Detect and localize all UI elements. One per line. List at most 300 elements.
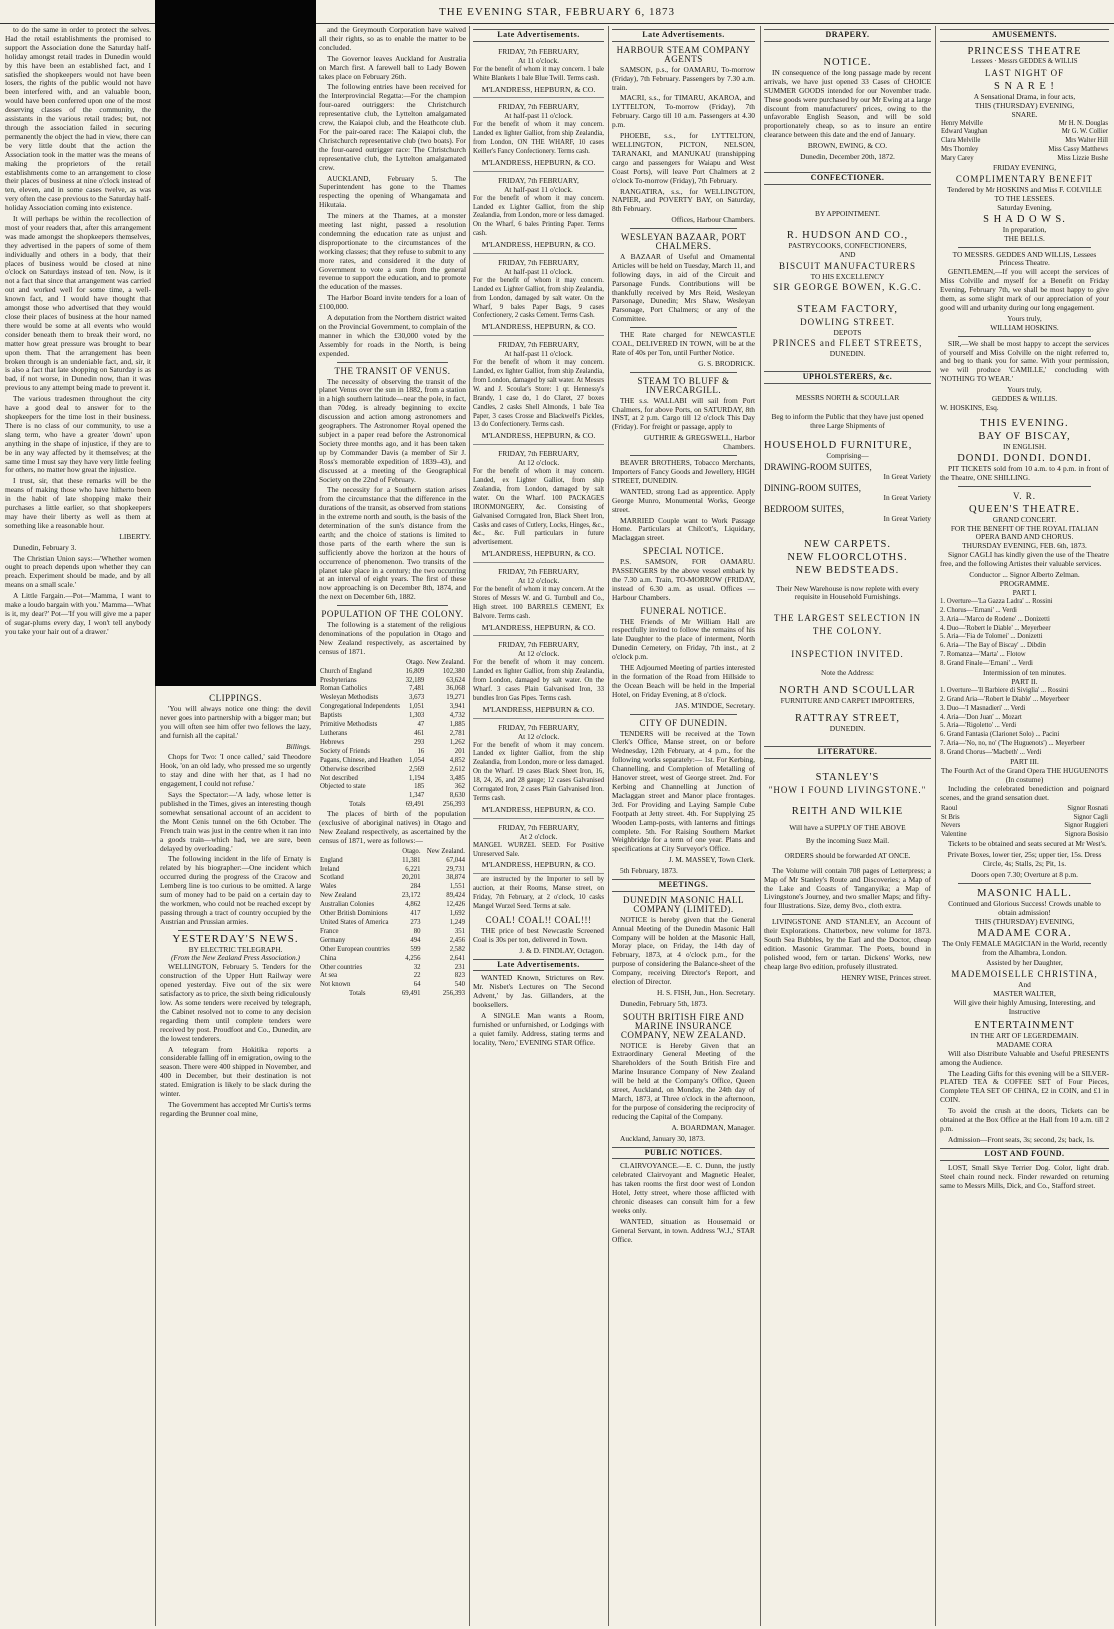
role-name: Nevers [941, 822, 961, 830]
including: Including the celebrated benediction and poignard scenes, and the grand sensation duet. [940, 783, 1109, 802]
auction-body: For the benefit of whom it may concern. Landed ex lighter Galliot, from ship Zealandia, from London, damaged by salt water. On the Wharf. 3 cases Plain Galvanised Iron, 33 bundles Iron Gas Pipes. Terms cash. [473, 659, 604, 702]
depots-label: DEPOTS [833, 327, 862, 337]
programme-item: 7. Aria—'No, no, no' ('The Huguenots') ... Meyerbeer [940, 740, 1085, 748]
tickets: Tickets to be obtained and seats secured at Mr West's. [948, 839, 1107, 849]
geddes-title: TO MESSRS. GEDDES AND WILLIS, Lessees Princess Theatre. [952, 249, 1097, 268]
coal-rate-sig: G. S. BRODRICK. [698, 358, 755, 368]
letter-signature: LIBERTY. [119, 531, 151, 541]
auction-ad [473, 565, 604, 636]
harbour-offices: Offices, Harbour Chambers. [671, 215, 755, 225]
masonic-title: DUNEDIN MASONIC HALL COMPANY (LIMITED). [623, 894, 744, 914]
programme-item: 5. Aria—'Rigoletto' ... Verdi [940, 722, 1017, 730]
insurance-title: SOUTH BRITISH FIRE AND MARINE INSURANCE COMPANY, NEW ZEALAND. [620, 1011, 747, 1040]
cast-row [940, 146, 1109, 155]
redaction-block [155, 0, 316, 686]
birthplace-row [319, 883, 466, 892]
beaver-ad: BEAVER BROTHERS, Tobacco Merchants, Importers of Fancy Goods and Jewellery, HIGH STREET, DUNEDIN. [612, 458, 755, 485]
hudson-trade: PASTRYCOOKS, CONFECTIONERS, [788, 240, 907, 250]
programme-item: 4. Duo—'Robert le Diable' ... Meyerbeer [940, 624, 1051, 632]
clipping-source: Billings. [286, 741, 311, 751]
auction-time: At 12 o'clock. [517, 458, 560, 468]
auction-ad [473, 100, 604, 171]
otago-value: 2,569 [408, 765, 425, 773]
birth-intro: The places of birth of the population (exclusive of aboriginal natives) in Otago and New Zealand respectively, as ascertained by the census of 1871, were as follows:— [319, 809, 466, 845]
only-female: The Only FEMALE MAGICIAN in the World, recently from the Alhambra, London. [941, 938, 1108, 957]
row-label: Other countries [320, 963, 363, 971]
nz-value: 1,249 [449, 919, 465, 926]
religion-row [319, 694, 466, 703]
row-label [319, 792, 404, 801]
tendered-by: Tendered by Mr HOSKINS and Miss F. COLVILLE [947, 184, 1102, 194]
row-label: Australian Colonies [320, 901, 375, 909]
programme-item: 6. Aria—'The Bay of Biscay' ... Dibdin [940, 642, 1046, 650]
letter-para-1: to do the same in order to protect the selves. Had the retail establishments the promised to support the Association done the Saturday half-holiday amongst retail trades in Dunedin would by this have been an established fact, and I satisfied the shopkeepers would not have been losers, the rights of the public would not have been interfered with, and an valuable boon, would have been conferred upon one of the most deserving classes of the community, the assistants in the various retail trades; but, not through the association failed in securing permanently the object the had in view, there can be very little doubt that the action the Association took in the matter was the means of making the proprietors of the retail establishments come to an arrangement to close their places of business at nine o'clock instead of ten, eleven, and in some cases twelve, as was very often the case previous to the Saturday half-holiday Association coming into existence. [5, 26, 151, 213]
mail: By the incoming Suez Mail. [805, 835, 890, 845]
comprising: Comprising— [826, 450, 869, 460]
auction-date: FRIDAY, 7th FEBRUARY, [498, 640, 579, 650]
nz-value: 36,068 [446, 685, 465, 693]
programme-item: 2. Chorus—'Ernani' ... Verdi [940, 606, 1017, 614]
singer-name: Signor Ruggieri [1064, 822, 1108, 830]
total-nz: 256,393 [442, 990, 465, 998]
town-2: DUNEDIN. [829, 724, 866, 734]
birth-table-header [319, 848, 466, 857]
programme-item: 2. Grand Aria—'Robert le Diable' ... Meyerbeer [940, 695, 1070, 703]
otago-value: 4,256 [405, 954, 421, 962]
auction-time: At 11 o'clock. [517, 55, 560, 65]
sensational: A Sensational Drama, in four acts, [973, 91, 1076, 101]
late-ads-header-2: Late Advertisements. [473, 959, 604, 972]
amusements-header: AMUSEMENTS. [940, 29, 1109, 42]
religion-row [319, 685, 466, 694]
programme-item: 3. Aria—'Marco de Rodene' ... Donizetti [940, 615, 1050, 623]
harbour-phoebe: PHOEBE, s.s., for LYTTELTON, WELLINGTON, PICTON, NELSON, TARANAKI, and MANUKAU (transhipping cargo and passengers for Waiapu and West Coast Ports), will leave Port Chalmers at 2 o'clock To-morrow (Friday), 7th February. [612, 131, 755, 185]
auction-time: At half-past 11 o'clock. [504, 349, 573, 359]
comp-benefit: COMPLIMENTARY BENEFIT [955, 173, 1094, 184]
singer-name: Signor Rosnati [1067, 804, 1108, 812]
otago-value: 4,862 [405, 901, 421, 909]
nz-value: 1,262 [449, 738, 465, 746]
otago-value: 1,347 [408, 792, 425, 800]
news-para-7: A deputation from the Northern district waited on the Provincial Government, to complain of the manner in which the £30,000 voted by the Assembly for roads in the North, is being expended. [319, 313, 466, 358]
meeting-notice: THE Adjourned Meeting of parties interested in the formation of the Road from Hillside to the Ocean Beach will be held in the Imperial Hotel, on Friday Evening, at 8 o'clock. [612, 663, 755, 699]
row-label: Other British Dominions [320, 910, 388, 918]
drapery-sig: BROWN, EWING, & CO. [807, 141, 888, 151]
auction-ad [473, 256, 604, 336]
continued-success: Continued and Glorious Success! Crowds unable to obtain admission! [948, 898, 1101, 917]
admission: Admission—Front seats, 3s; second, 2s; back, 1s. [948, 1134, 1095, 1144]
auction-firm: M'LANDRESS, HEPBURN, & CO. [481, 322, 596, 332]
part-2: PART II. [1011, 676, 1038, 686]
benefit-opera: FOR THE BENEFIT OF THE ROYAL ITALIAN OPERA BAND AND CHORUS. [950, 523, 1099, 542]
clipping-5: Says the Spectator:—'A lady, whose letter is published in the Times, gives an interesting though somewhat sensational account of an accident to the Mont Cenis tunnel on the 6th October. The French train was just in the centre when it ran into a goods train—which had, we are sure, been delayed by overloading.' [160, 790, 311, 853]
column-1 [2, 26, 154, 1626]
otago-value: 1,054 [408, 756, 425, 764]
column-3 [157, 690, 314, 1626]
harbour-samson: SAMSON, p.s., for OAMARU, To-morrow (Friday), 7th February. Passengers by 7.30 a.m. train. [612, 64, 755, 92]
leading-gifts: The Leading Gifts for this evening will be a SILVER-PLATED TEA & COFFEE SET of Four Pieces, Complete TEA SET OF CHINA, £2 in COIN, and £1 in COIN. [940, 1068, 1109, 1105]
meeting-sig: JAS. M'INDOE, Secretary. [675, 700, 755, 710]
nz-value: 12,426 [446, 901, 465, 909]
this-thursday: THIS (THURSDAY) EVENING, [974, 100, 1075, 110]
auction-date: FRIDAY, 7th FEBRUARY, [498, 822, 579, 832]
bazaar-title: WESLEYAN BAZAAR, PORT CHALMERS. [620, 232, 747, 252]
city-title: CITY OF DUNEDIN. [639, 717, 728, 728]
hudson-name: R. HUDSON AND CO., [786, 229, 909, 241]
auction-body: For the benefit of whom it may concern. Landed ex lighter Galliot, from ship Zealandia, from London, ON THE WHARF, 10 cases Keiller's Fancy Confectionery. Terms cash. [473, 121, 604, 155]
entertainment: ENTERTAINMENT [974, 1019, 1075, 1031]
geddes-sig: GEDDES & WILLIS. [991, 394, 1058, 404]
row-label: Baptists [320, 712, 342, 720]
programme-part-1 [940, 598, 1109, 669]
otago-value: 1,051 [408, 703, 425, 711]
transit-para-1: The necessity of observing the transit of the planet Venus over the sun in 1882, from a station in a high southern latitude—near the pole, in fact, than 70deg. is already beginning to excite discussion and action among astronomers and geographers. The Astronomer Royal opened the subject in a paper read before the Astronomical Society three months ago, and it has been taken up by Commander Davis (a member of Sir J. Ross's memorable expedition of 1839–43), and discussed at a meeting of the Geographical Society on the 22nd of February. [319, 376, 466, 484]
largest-selection: THE LARGEST SELECTION IN THE COLONY. [773, 613, 922, 637]
lost-dog: LOST, Small Skye Terrier Dog. Color, light drab. Steel chain round neck. Finder rewarded on returning same to Messrs Mills, Dick, and Co., Stafford street. [940, 1162, 1109, 1190]
letter-para-3: The various tradesmen throughout the city have a good deal to answer for to the shopkeepers for the time lost in their business. There is no class of our community, to use a slang term, who have a greater 'down' upon anything in the shape of injustice, if they are to be in any way affected by it themselves; at the same time I must say they have very little feeling for others, no matter how great the injustice. [5, 394, 151, 475]
nz-value: 2,781 [449, 729, 465, 737]
auction-body: For the benefit of whom it may concern. Landed, ex lighter Galliot, from ship Zealandia, from London, damaged by salt water. At Messrs W. and J. Scoular's Store: 1 qr. Hennessy's Brandy, 1 case do, 1 do Claret, 27 boxes Candles, 2 casks Shell Almonds, 1 bale Tea Paper, 3 cases Crosse and Blackwell's Pickles, 13 do Confectionery. Terms cash. [473, 359, 604, 429]
role-name: Valentine [941, 831, 967, 839]
religion-row [319, 775, 466, 784]
snare: S N A R E ! [994, 80, 1055, 92]
wanted-housemaid: WANTED, situation as Housemaid or General Servant, in town. Address 'W.J.,' STAR Office. [612, 1216, 755, 1244]
singer-name: Signor Cagli [1073, 813, 1108, 821]
programme-item: 3. Duo—'I Masnadieri' ... Verdi [940, 704, 1026, 712]
auction-body: For the benefit of whom it may concern. Landed, ex Lighter Galliot, from ship Zealandia, from London, damaged by salt water. On the Wharf. 100 PACKAGES IRONMONGERY, &c. Consisting of Galvanised Corrugated Iron, Black Sheet Iron, Casks and cases of Cutlery, Locks, Hinges, &c., &c., &c. Full particulars in future advertisement. [473, 468, 604, 547]
otago-value: 3,673 [408, 694, 425, 702]
warehouse: Their New Warehouse is now replete with every requisite in Household Furnishings. [776, 583, 919, 602]
masonic-date: Dunedin, February 5th, 1873. [620, 998, 708, 1008]
character-name: Edward Vaughan [941, 128, 988, 136]
madame-cora-2: MADAME CORA [996, 1039, 1053, 1049]
programme-part-2 [940, 687, 1109, 758]
character-name: Mrs Thornley [941, 146, 979, 154]
importers: FURNITURE AND CARPET IMPORTERS, [780, 696, 915, 706]
auction-body: For the benefit of whom it may concern. Landed ex Lighter Galliot, from ship Zealandia, from London, damaged by salt water. On the Wharf, 9 bales Paper Bags, 9 cases Confectionery, 2 casks Cement. Terms Cash. [473, 276, 604, 320]
grand-concert: GRAND CONCERT. [992, 514, 1057, 524]
birthplace-row [319, 857, 466, 866]
row-label: New Zealand [320, 892, 357, 900]
single-man-ad: A SINGLE Man wants a Room, furnished or unfurnished, or Lodgings with a quiet family. Address, stating terms and locality, 'Nero,' EVENING STAR Office. [473, 1011, 604, 1047]
beg-to-inform: Beg to inform the Public that they have just opened three Large Shipments of [771, 412, 924, 431]
programme-item: 8. Grand Chorus—'Macbeth' ... Verdi [940, 749, 1042, 757]
actor-name: Miss Lizzie Bushe [1057, 155, 1108, 163]
yours-2: Yours truly, [1007, 385, 1042, 395]
special-notice: P.S. SAMSON, FOR OAMARU. PASSENGERS by the above vessel embark by the 7.30 a.m. Train, TO-MORROW (FRIDAY, instead of 6.30 a.m. as usual. Offices — Harbour Chambers. [612, 557, 755, 602]
public-notices-header: PUBLIC NOTICES. [612, 1147, 755, 1160]
total-label: Totals [349, 990, 366, 998]
otago-value: 47 [417, 721, 425, 729]
this-evening: THIS EVENING. [980, 417, 1069, 429]
drapery-header: DRAPERY. [764, 29, 931, 42]
auction-body: For the benefit of whom it may concern. At the Stores of Messrs W. and G. Turnbull and Co., High street. 100 BARRELS CEMENT, Ex Balvore. Terms cash. [473, 585, 604, 620]
auction-time: At 12 o'clock. [517, 649, 560, 659]
auction-time: At half-past 11 o'clock. [504, 111, 573, 121]
role-row [940, 814, 1109, 823]
part-1: PART I. [1012, 587, 1037, 597]
otago-value: 1,303 [408, 712, 425, 720]
steam-factory: STEAM FACTORY, [797, 303, 898, 315]
bluff-title: STEAM TO BLUFF & INVERCARGILL. [637, 375, 730, 395]
auction-body: For the benefit of whom it may concern. 1 bale White Blankets 1 bale Blue Twill. Terms cash. [473, 65, 604, 82]
auction-firm: M'LANDRESS, HEPBURN, & CO. [481, 157, 596, 167]
otago-value: 16,809 [405, 667, 425, 675]
last-night: LAST NIGHT OF [984, 67, 1065, 78]
volume: The Volume will contain 708 pages of Letterpress; a Map of Mr Stanley's Route and Discoveries; a Map of the Lake and Coasts of Tanganyika; a Map of Livingstone's Journey, and two smaller Maps; and fifty-four Illustrations. Size, demy 8vo., cloth extra. [764, 865, 931, 911]
livingstone-title: "HOW I FOUND LIVINGSTONE." [768, 785, 927, 795]
telegraph-subtitle: BY ELECTRIC TELEGRAPH. [188, 944, 283, 954]
coal-body: THE price of best Newcastle Screened Coal is 30s per ton, delivered in Town. [473, 925, 604, 944]
news-para-4: AUCKLAND, February 5. The Superintendent has gone to the Thames respecting the opening of Whangamata and Hikutaia. [319, 173, 466, 210]
birthplace-row [319, 910, 466, 919]
clipping-1: The Christian Union says:—'Whether women ought to preach depends upon whether they can preach. Experiment should be made, and by all means on a small scale.' [5, 553, 151, 590]
auction-firm: M'LANDRESS, HEPBURN, & CO. [481, 84, 596, 94]
religion-row [319, 712, 466, 721]
nz-value: 1,692 [449, 910, 465, 918]
birthplace-row [319, 955, 466, 964]
friday-evening: FRIDAY EVENING, [992, 163, 1057, 173]
hoskins-sig: WILLIAM HOSKINS. [990, 322, 1059, 332]
thursday-date: THURSDAY EVENING, FEB. 6th, 1873. [962, 541, 1087, 551]
letter-para-4: I trust, sir, that these remarks will be the means of making those who have hitherto been in the habit of late shopping make their purchases a little earlier, so that shopkeepers may have their liberty as well as them at something like a reasonable hour. [5, 476, 151, 530]
distribute: Will also Distribute Valuable and Useful PRESENTS among the Audience. [940, 1048, 1109, 1067]
dondi: DONDI. DONDI. DONDI. [957, 452, 1092, 464]
population-title: POPULATION OF THE COLONY. [321, 609, 464, 620]
nz-value: 1,551 [449, 883, 465, 891]
avoid-crush: To avoid the crush at the doors, Tickets can be obtained at the Box Office at the Hall from 10 a.m. till 2 p.m. [940, 1106, 1109, 1133]
and-2: And [1018, 980, 1031, 990]
city-tenders: TENDERS will be received at the Town Clerk's Office, Manse street, on or before Wednesday, 12th February, at 4 p.m., for the following works separately:— 1st. For Kerbing, Channelling, and Completion of Metalling of Hanover street, west of George street. 2nd. For Kerbing and Channelling at Junction of Maclaggan street and Manor place frontages. 3rd. For Providing and Laying Sample Cube Footpath at Jetty street. 4th. For Supplying 25 Wooden Lamp-posts, with lanterns and fittings complete. 5th. For Raising Southern Market Weighbridge for a term of one year. Plans and specifications at City Surveyor's Office. [612, 728, 755, 854]
bay-of-biscay: BAY OF BISCAY, [978, 430, 1071, 442]
auction-date: FRIDAY, 7th FEBRUARY, [498, 258, 579, 268]
actor-name: Miss Cassy Matthews [1048, 146, 1108, 154]
insurance-date: Auckland, January 30, 1873. [620, 1133, 705, 1143]
religion-row [319, 677, 466, 686]
column-7 [937, 26, 1112, 1626]
give: Will give their highly Amusing, Interesting, and Instructive [953, 998, 1096, 1017]
role-name: Raoul [941, 804, 958, 812]
nz-value: 89,424 [446, 892, 465, 900]
clipping-4: Chops for Two: 'I once called,' said Theodore Hook, 'on an old lady, who pressed me so urgently to stay and dine with her that, as I had no engagement, I could not refuse.' [160, 752, 311, 789]
otago-value: 32,189 [405, 676, 425, 684]
character-name: Henry Melville [941, 119, 983, 127]
clipping-6: The following incident in the life of Ernaty is related by his biographer:—One incident which occurred during the progress of the Cracow and Lemberg line is too curious to be omitted. A large sum of money had to be paid on a certain day to the workmen, who could not be reached except by passing through a tract of country occupied by the Austrian and Prussian armies. [160, 854, 311, 926]
row-label: Other European countries [320, 945, 390, 953]
clairvoyance-ad: CLAIRVOYANCE.—E. C. Dunn, the justly celebrated Clairvoyant and Magnetic Healer, has taken rooms the first door west of London Hotel, Jetty street, where those afflicted with chronic diseases can consult him for a few weeks only. [612, 1161, 755, 1215]
auction-time: At 2 o'clock. [519, 831, 558, 841]
special-notice-title: SPECIAL NOTICE. [642, 546, 725, 557]
nz-value: 1,885 [449, 721, 465, 729]
auction-firm: M'LANDRESS, HEPBURN, & CO. [481, 240, 596, 250]
in-english: IN ENGLISH. [1002, 441, 1047, 451]
row-label: Not described [320, 774, 358, 782]
otago-value: 32 [413, 963, 421, 971]
notice-title: NOTICE. [823, 56, 872, 68]
row-label: Church of England [320, 667, 372, 675]
auction-date: FRIDAY, 7th FEBRUARY, [498, 567, 579, 577]
news-para-2: The Governor leaves Auckland for Australia on March first. A farewell ball to Lady Bowen takes place on February 26th. [319, 53, 466, 81]
nz-value: 201 [454, 747, 465, 755]
auction-date: FRIDAY, 7th FEBRUARY, [498, 102, 579, 112]
row-label: Pagans, Chinese, and Heathen [320, 756, 403, 764]
birthplace-row [319, 972, 466, 981]
actor-name: Mr H. N. Douglas [1058, 119, 1108, 127]
conductor: Conductor ... Signor Alberto Zelman. [969, 570, 1080, 580]
governor-name: SIR GEORGE BOWEN, K.G.C. [773, 282, 922, 293]
birthplace-row [319, 981, 466, 990]
birthplace-row [319, 901, 466, 910]
late-ads-header: Late Advertisements. [612, 29, 755, 42]
row-label: England [320, 856, 343, 864]
doors: Doors open 7.30; Overture at 8 p.m. [971, 869, 1078, 879]
legerdemain: IN THE ART OF LEGERDEMAIN. [970, 1030, 1079, 1040]
column-4 [470, 26, 607, 1626]
otago-value: 23,172 [401, 892, 421, 900]
programme-item: 1. Overture—'Il Barbiere di Siviglia' ... Rossini [940, 686, 1069, 694]
lessees: Lessees · Messrs GEDDES & WILLIS [971, 57, 1078, 65]
news-para-5: The miners at the Thames, at a monster meeting last night, passed a resolution condemning the education rate as unjust and disproportionate to the circumstances of the working classes; that they refuse to submit to any more rates, and considered it the duty of Government to vote a sum from the general revenue to support the education, and to promote the education of the masses. [319, 211, 466, 292]
to-lessees: TO THE LESSEES. [994, 193, 1055, 203]
bluff-body: THE s.s. WALLABI will sail from Port Chalmers, for above Ports, on SATURDAY, 8th INST, at 2 p.m. Cargo till 12 o'clock This Day (Friday). For freight or passage, apply to [612, 395, 755, 432]
auction-time: At 12 o'clock. [517, 731, 560, 741]
livingstone-list: LIVINGSTONE AND STANLEY, an Account of their Explorations. Chatterbox, new volume for 1873. South Sea Bubbles, by the Earl and the Doctor, cheap edition. Masonic Grammar. The Poets, bound in polished wood, fern or tartan. Dickens' Works, new cheap large 8vo edition, profusely illustrated. [764, 917, 931, 971]
cast-row [940, 120, 1109, 129]
wanted-lad: WANTED, strong Lad as apprentice. Apply George Munro, Monumental Works, George street. [612, 486, 755, 514]
birthplace-row [319, 964, 466, 973]
religion-row [319, 783, 466, 792]
dining-room: DINING-ROOM SUITES, [764, 482, 861, 493]
intermission: Intermission of ten minutes. [983, 668, 1066, 678]
telegraph-para-2: A telegram from Hokitika reports a considerable falling off in emigration, owing to the season. There were 400 shipped in November, and 400 in December, but their destination is not stated. Emigration is likely to be slack during the winter. [160, 1044, 311, 1099]
auction-body: MANGEL WURZEL SEED. For Positive Unreserved Sale. [473, 841, 604, 858]
telegraph-para-1: WELLINGTON, February 5. Tenders for the construction of the Upper Hutt Railway were opened yesterday. Five out of the six were satisfactory as to price, the sixth being ridiculously low. As some tenders were received by telegraph, the Cabinet resolved not to come to any decision regarding them until complete tenders were received by post. Proudfoot and Co., Dunedin, are the lowest tenderers. [160, 962, 311, 1043]
saturday: Saturday Evening, [997, 202, 1052, 212]
roles-table [940, 805, 1109, 841]
clipping-3: 'You will always notice one thing: the devil never goes into partnership with a bigger man; but you will often see him offer two fellows the lazy, and furnish all the capital.' [160, 703, 311, 740]
to-his-excellency: TO HIS EXCELLENCY [810, 271, 885, 281]
nz-value: 540 [454, 981, 465, 989]
wise-sig: HENRY WISE, Princes street. [841, 972, 931, 982]
cagli-note: Signor CAGLI has kindly given the use of the Theatre free, and the following Artistes their valuable services. [940, 550, 1109, 569]
auction-firm: M'LANDRESS, HEPBURN, & CO. [481, 431, 596, 441]
confectioner-header: CONFECTIONER. [764, 172, 931, 185]
otago-value: 417 [410, 910, 421, 918]
the-bells: THE BELLS. [1004, 233, 1045, 243]
harbour-title: HARBOUR STEAM COMPANY AGENTS [616, 44, 751, 64]
birthplace-row [319, 946, 466, 955]
row-label: Germany [320, 936, 346, 944]
header-cell: New Zealand. [426, 847, 465, 855]
row-label: China [320, 954, 337, 962]
queens-theatre: QUEEN'S THEATRE. [968, 503, 1081, 515]
transit-title: THE TRANSIT OF VENUS. [334, 365, 451, 376]
carpets: NEW CARPETS. [803, 538, 892, 550]
coal-title: COAL! COAL!! COAL!!! [485, 914, 592, 925]
nz-value: 67,044 [446, 856, 465, 864]
row-label: Objected to state [320, 783, 366, 791]
programme-item: 8. Grand Finale—'Ernani' ... Verdi [940, 660, 1033, 668]
depot-streets: PRINCES and FLEET STREETS, [772, 338, 923, 349]
snare-2: SNARE. [1011, 109, 1038, 119]
birthplace-table [319, 848, 466, 999]
header-cell: New Zealand. [426, 658, 465, 666]
nz-value: 362 [454, 783, 465, 791]
literature-header: LITERATURE. [764, 746, 931, 759]
city-sig: J. M. MASSEY, Town Clerk. [668, 855, 755, 865]
nz-value: 2,641 [449, 954, 465, 962]
dowling-street: DOWLING STREET. [800, 316, 895, 327]
news-para-1: and the Greymouth Corporation have waived all their rights, so as to enable the matter to be concluded. [319, 26, 466, 52]
role-row [940, 822, 1109, 831]
row-label: Society of Friends [320, 747, 370, 755]
religion-row [319, 703, 466, 712]
coal-rate: THE Rate charged for NEWCASTLE COAL, DELIVERED IN TOWN, will be at the Rate of 40s per Ton, until Further Notice. [612, 330, 755, 357]
household-furniture: HOUSEHOLD FURNITURE, [764, 439, 913, 451]
note-address: Note the Address: [821, 668, 874, 678]
nz-value: 63,624 [446, 676, 465, 684]
otago-value: 6,221 [405, 865, 421, 873]
auction-ad [473, 638, 604, 718]
nz-value: 2,582 [449, 945, 465, 953]
total-nz: 256,393 [442, 801, 465, 809]
auction-date: FRIDAY, 7th FEBRUARY, [498, 722, 579, 732]
religion-row [319, 730, 466, 739]
otago-value: 293 [414, 738, 425, 746]
mangel-tail: are instructed by the Importer to sell by auction, at their Rooms, Manse street, on Friday, 7th February, at 2 o'clock, 10 casks Mangel Wurzel Seed. Terms at sale. [473, 876, 604, 911]
row-label: Presbyterians [320, 676, 357, 684]
auction-firm: M'LANDRESS, HEPBURN, & CO. [481, 804, 596, 814]
variety-2: In Great Variety [883, 492, 931, 502]
funeral-body: THE Friends of Mr William Hall are respectfully invited to follow the remains of his late Daughter to the place of interment, North Dunedin Cemetery, on Friday, 7th inst., at 2 o'clock p.m. [612, 616, 755, 662]
telegraph-para-3: The Government has accepted Mr Curtis's terms regarding the Brunner coal mine, [160, 1099, 311, 1118]
otago-value: 20,201 [401, 874, 421, 882]
telegraph-source: (From the New Zealand Press Association.) [170, 953, 301, 963]
supply: Will have a SUPPLY OF THE ABOVE [789, 823, 906, 832]
character-name: Mary Carey [941, 155, 974, 163]
total-otago: 69,491 [405, 801, 425, 809]
shadows: S H A D O W S. [983, 213, 1066, 225]
master-walter: MASTER WALTER, [993, 989, 1056, 999]
programme-item: 4. Aria—'Don Juan' ... Mozart [940, 713, 1022, 721]
madame-cora: MADAME CORA. [977, 927, 1072, 939]
row-label: Wales [320, 883, 337, 891]
insurance-body: NOTICE is Hereby Given that an Extraordinary General Meeting of the Shareholders of the South British Fire and Marine Insurance Company of New Zealand will be held at the Company's Office, Queen street, Auckland, on Monday, the 24th day of March, 1873, at Three o'clock in the afternoon, for the purpose of considering the reciprocity of reducing the Capital of the Company. [612, 1040, 755, 1121]
news-para-3: The following entries have been received for the Interprovincial Regatta:—For the champion four-oared outriggers: the Christchurch representative club, the Lyttelton amalgamated crew, the Kaiapoi club, and the Heathcote club. For the pair-oared race: The Kaiapoi club, the Christchurch representative club (two boats). For the four-oared outrigger race: The Christchurch representative club, the Lyttelton amalgamated crew. [319, 82, 466, 172]
birthplace-row [319, 928, 466, 937]
auction-ad [473, 174, 604, 254]
variety-1: In Great Variety [883, 471, 931, 481]
funeral-title: FUNERAL NOTICE. [640, 605, 727, 616]
masthead: THE EVENING STAR, FEBRUARY 6, 1873 [0, 0, 1114, 24]
this-thursday-2: THIS (THURSDAY) EVENING, [974, 916, 1075, 926]
fourth-act: The Fourth Act of the Grand Opera THE HUGUENOTS (In costume) [940, 766, 1109, 784]
religion-row [319, 792, 466, 801]
birthplace-row [319, 892, 466, 901]
row-label: Ireland [320, 865, 340, 873]
auction-ad [473, 721, 604, 819]
otago-value: 1,194 [408, 774, 425, 782]
otago-value: 22 [413, 972, 421, 980]
princess-theatre: PRINCESS THEATRE [967, 45, 1082, 57]
birth-total-row [319, 990, 466, 999]
auction-date: FRIDAY, 7th FEBRUARY, [498, 449, 579, 459]
programme-item: 5. Aria—'Fia de Tolomei' ... Donizetti [940, 633, 1043, 641]
column-2 [316, 26, 469, 1626]
religion-row [319, 721, 466, 730]
programme-item: 1. Overture—'La Gazza Ladra' ... Rossini [940, 597, 1053, 605]
character-name: Clara Melville [941, 137, 981, 145]
